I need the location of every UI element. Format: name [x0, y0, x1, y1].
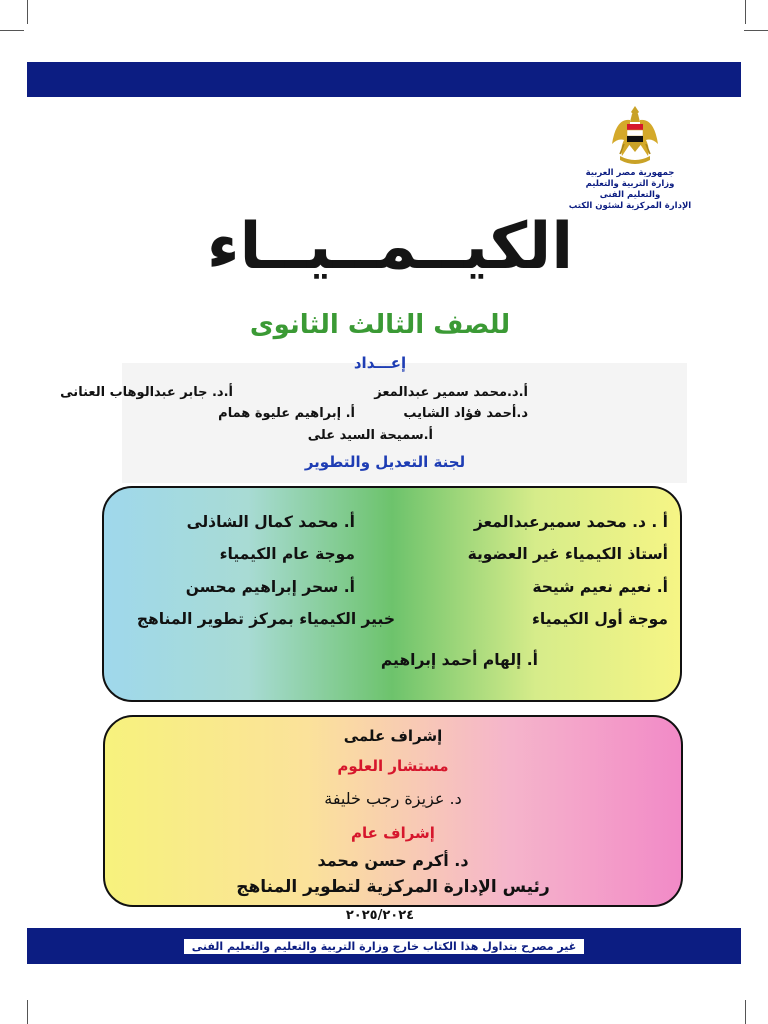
member-role: موجة عام الكيمياء [219, 545, 355, 563]
scientific-supervision-label: إشراف علمى [343, 727, 443, 745]
book-subtitle: للصف الثالث الثانوى [249, 310, 511, 340]
ministry-header [560, 168, 700, 212]
member-role: خبير الكيمياء بمركز تطوير المناهج [136, 610, 395, 628]
general-supervision-label: إشراف عام [351, 824, 435, 842]
member-role: أستاذ الكيمياء غير العضوية [467, 545, 668, 563]
author-name: أ.د.محمد سمير عبدالمعز [374, 385, 528, 400]
member-name: أ. سحر إبراهيم محسن [185, 578, 355, 596]
ministry-line: جمهورية مصر العربية [585, 168, 675, 178]
advisor-title: مستشار العلوم [337, 757, 449, 775]
advisor-name: د. عزيزة رجب خليفة [324, 789, 462, 808]
member-name: أ . د. محمد سميرعبدالمعز [473, 513, 668, 531]
ministry-line: وزارة التربية والتعليم [585, 179, 675, 189]
eagle-emblem-icon [610, 104, 660, 168]
author-name: أ.د. جابر عبدالوهاب العنانى [60, 385, 233, 400]
crop-mark [744, 30, 768, 31]
author-name: أ.سميحة السيد على [307, 428, 433, 443]
author-name: د.أحمد فؤاد الشايب [403, 406, 528, 421]
top-banner [27, 62, 741, 97]
ministry-line: الإدارة المركزية لشئون الكتب [568, 201, 692, 211]
crop-mark [745, 1000, 746, 1024]
member-name: أ. نعيم نعيم شيحة [532, 578, 668, 596]
crop-mark [27, 1000, 28, 1024]
general-supervisor-name: د. أكرم حسن محمد [317, 851, 469, 870]
ministry-line: والتعليم الفنى [599, 190, 661, 200]
committee-label: لجنة التعديل والتطوير [304, 453, 466, 471]
member-name: أ. محمد كمال الشاذلى [186, 513, 355, 531]
crop-mark [27, 0, 28, 24]
crop-mark [745, 0, 746, 24]
prepared-by-label: إعـــداد [353, 354, 407, 372]
general-supervisor-role: رئيس الإدارة المركزية لتطوير المناهج [236, 877, 550, 897]
copyright-notice: غير مصرح بتداول هذا الكتاب خارج وزارة التربية والتعليم والتعليم الفنى [184, 939, 585, 954]
member-name: أ. إلهام أحمد إبراهيم [380, 651, 538, 669]
book-title: الكيــمــيــاء [206, 210, 574, 284]
crop-mark [0, 30, 24, 31]
academic-year: ٢٠٢٥/٢٠٢٤ [345, 908, 415, 923]
bottom-banner [27, 928, 741, 964]
member-role: موجة أول الكيمياء [531, 610, 668, 628]
author-name: أ. إبراهيم عليوة همام [218, 406, 355, 421]
